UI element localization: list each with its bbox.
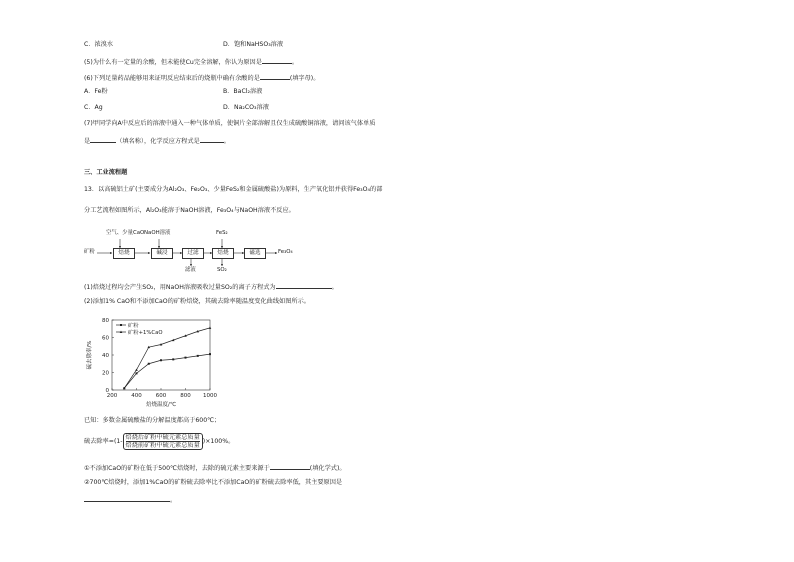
q-i-answer-blank[interactable] [270, 463, 310, 470]
q-ii-answer-blank[interactable] [84, 495, 170, 502]
series-line-1 [124, 354, 210, 388]
q6-option-a: A．Fe粉 [84, 88, 108, 95]
x-tick-label: 600 [155, 393, 167, 399]
q13-line1: 13．以高硫铝土矿(主要成分为Al₂O₃、Fe₂O₃、少量FeS₂和金属硫酸盐)为原料，生产氧化铝并获得Fe₃O₄的部 [84, 186, 383, 193]
legend-label-1: 矿粉 [128, 323, 139, 329]
y-tick-label: 40 [102, 353, 109, 359]
q5-text: (5)为什么有一定量的余酸，但未能使Cu完全溶解，你认为原因是 。 [84, 59, 299, 66]
q-i-suffix: (填化学式)。 [309, 465, 346, 472]
series-1-point [136, 372, 138, 374]
q6-text [84, 73, 319, 83]
x-tick-label: 1000 [203, 393, 217, 399]
y-axis-title: 硫去除率/% [87, 340, 93, 370]
x-tick-label: 400 [131, 393, 142, 399]
series-2-point [209, 326, 212, 328]
q6-question: (6)下列足量药品能够用来证明反应结束后的烧瓶中确有余酸的是 [84, 75, 260, 82]
legend-marker-1 [120, 324, 122, 326]
series-1-point [209, 353, 211, 355]
flow-above3-label: FeS₂ [216, 230, 228, 236]
q13-2-text: (2)添加1% CaO和不添加CaO的矿粉焙烧，其硫去除率随温度变化曲线如图所示。 [84, 298, 310, 305]
section-title: 三、工业流程题 [84, 169, 128, 176]
flow-box-roast-2: 焙烧 [212, 248, 234, 259]
q7-line2: 是 （填名称），化学反应方程式是 。 [84, 138, 230, 145]
series-1-point [185, 357, 187, 359]
q5-question: (5)为什么有一定量的余酸，但未能使Cu完全溶解，你认为原因是 [84, 59, 262, 66]
q13-1-text: (1)焙烧过程均会产生SO₂，用NaOH溶液吸收过量SO₂的离子方程式为 。 [84, 284, 338, 291]
formula [84, 432, 234, 452]
series-1-point [172, 358, 174, 360]
q7-gas-blank[interactable] [90, 136, 116, 143]
process-flow [84, 226, 293, 276]
y-tick-label: 80 [102, 318, 109, 324]
q7-equation-blank[interactable] [200, 136, 224, 143]
formula-fraction [123, 433, 203, 450]
flow-so2-label: SO₂ [217, 267, 227, 273]
flow-above2-label: NaOH溶液 [144, 230, 171, 236]
q6-answer-blank[interactable] [260, 73, 290, 80]
series-1-point [160, 359, 162, 361]
formula-numerator: 焙烧后矿粉中硫元素总质量 [125, 433, 200, 441]
q6-option-b: B．BaCl₂溶液 [223, 88, 263, 95]
flow-output-label: Fe₃O₄ [278, 249, 293, 255]
flow-box-alkali-leach: 碱浸 [151, 248, 173, 259]
q5-answer-blank[interactable] [262, 57, 292, 64]
q6-suffix: (填字母)。 [289, 75, 320, 82]
flow-filtrate-label: 滤液 [185, 267, 196, 273]
flow-box-roast-1: 焙烧 [113, 248, 135, 259]
formula-open: (1- [113, 438, 123, 445]
flow-box-magnetic-sep: 磁选 [244, 248, 266, 259]
formula-tail: )×100%。 [202, 438, 235, 445]
flow-input-label: 矿粉 [84, 249, 95, 255]
q5-option-d: D．饱和NaHSO₃溶液 [223, 41, 284, 48]
q6-option-d: D．Na₂CO₃溶液 [223, 104, 269, 111]
series-1-point [197, 355, 199, 357]
y-tick-label: 0 [105, 388, 109, 394]
q-i-text [84, 463, 346, 473]
q7-line2-a: 是 [84, 138, 91, 145]
q6-option-c: C．Ag [84, 104, 103, 111]
y-tick-label: 20 [102, 370, 109, 377]
q13-line2: 分工艺流程如图所示，Al₂O₃能溶于NaOH溶液，Fe₃O₄与NaOH溶液不反应。 [84, 207, 295, 214]
q7-line2-b: （填名称），化学反应方程式是 [116, 138, 200, 145]
q-ii-line2 [84, 495, 176, 505]
q13-1-answer-blank[interactable] [276, 282, 332, 289]
x-tick-label: 800 [180, 393, 191, 399]
q13-1-question: (1)焙烧过程均会产生SO₂，用NaOH溶液吸收过量SO₂的离子方程式为 [84, 284, 276, 291]
q-ii-text: ②700℃焙烧时，添加1%CaO的矿粉硫去除率比不添加CaO的矿粉硫去除率低，其主要原因是 [84, 479, 343, 486]
chart-svg [82, 312, 217, 412]
flow-above1-label: 空气、少量CaO [106, 230, 145, 236]
end-mark: 。 [170, 497, 177, 504]
flow-box-filter: 过滤 [182, 248, 204, 259]
sulfur-removal-chart [82, 312, 217, 412]
known-text: 已知：多数金属硫酸盐的分解温度都高于600℃； [84, 417, 221, 424]
q5-option-c: C．浓溴水 [84, 41, 114, 48]
q7-line1: (7)甲同学向A中反应后的溶液中通入一种气体单质，使铜片全部溶解且仅生成硫酸铜溶液，请问该气体单质 [84, 120, 376, 127]
q-i-question: ①不添加CaO的矿粉在低于500℃焙烧时，去除的硫元素主要来源于 [84, 465, 270, 472]
formula-lhs: 硫去除率= [84, 438, 114, 445]
x-axis-title: 焙烧温度/℃ [145, 402, 177, 408]
x-tick-label: 200 [106, 393, 118, 399]
y-tick-label: 60 [102, 335, 109, 342]
formula-denominator: 焙烧前矿粉中硫元素总质量 [125, 441, 200, 449]
series-line-2 [124, 328, 210, 388]
legend-label-2: 矿粉+1%CaO [128, 330, 163, 336]
series-1-point [148, 363, 150, 365]
